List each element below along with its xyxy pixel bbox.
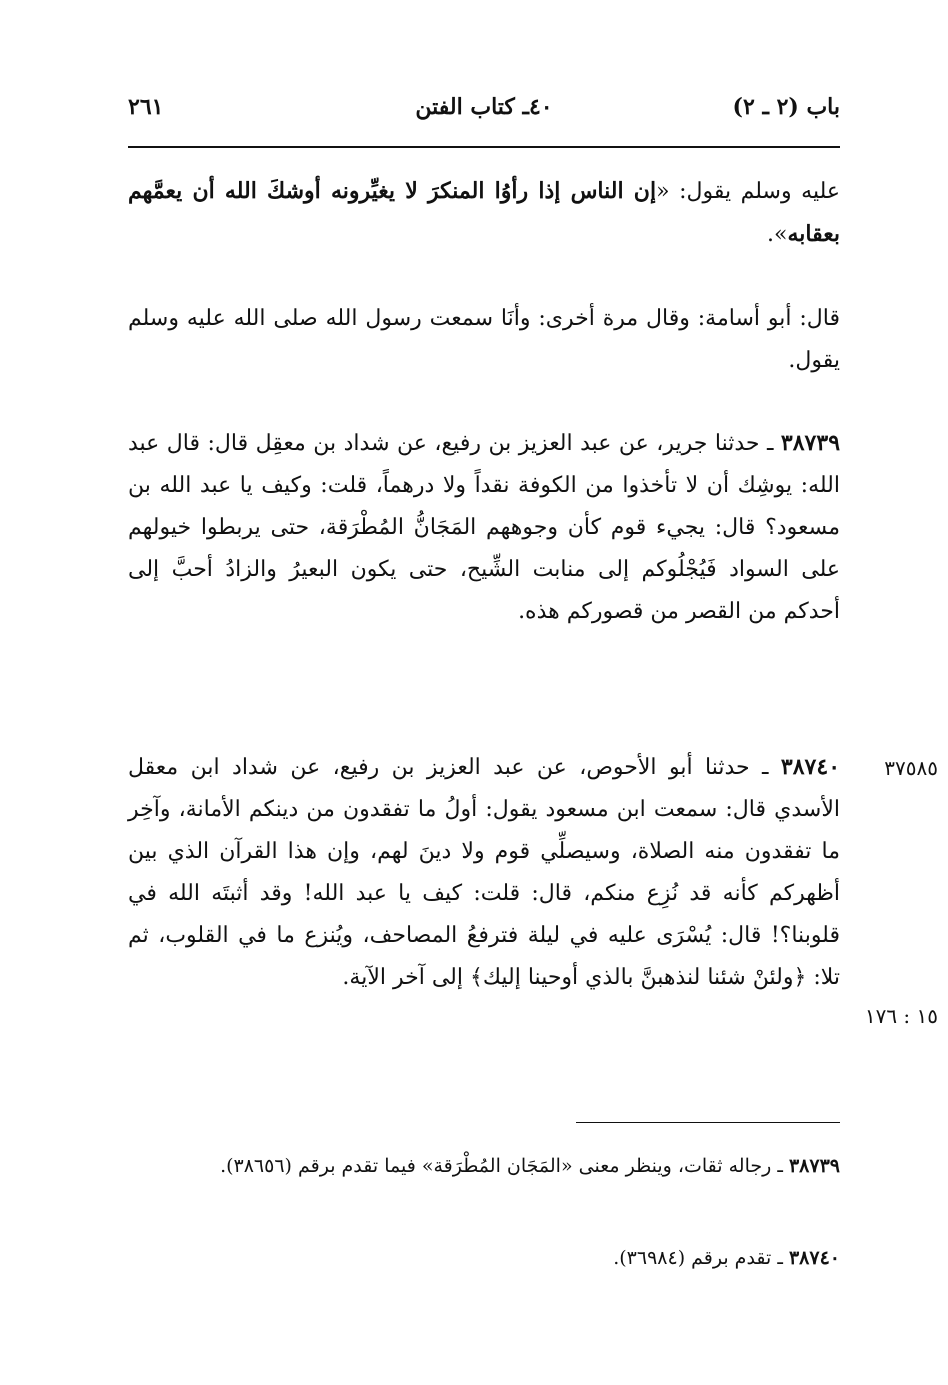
hadith-text: ـ حدثنا أبو الأحوص، عن عبد العزيز بن رفيع، عن شداد ابن معقل الأسدي قال: سمعت ابن مسعود يقول: أولُ ما تفقدون من دينكم الأمانة، وآخِر ما تفقدون منه الصلاة، وسيصلِّي قوم ولا دينَ لهم، وإن هذا القرآن الذي بين أظهركم كأنه قد نُزِع منكم، قال: قلت: كيف يا عبد الله! وقد أثبتَه الله في قلوبنا؟! قال: يُسْرَى عليه في ليلة فترفعُ المصاحف، ويُنزع ما في القلوب، ثم تلا: ﴿ولئنْ شئنا لنذهبنَّ بالذي أوحينا إليك﴾ إلى آخر الآية. — [128, 755, 840, 990]
hadith-38740 — [128, 746, 840, 999]
hadith-text: ـ حدثنا جرير، عن عبد العزيز بن رفيع، عن شداد بن معقِل قال: قال عبد الله: يوشِك أن لا تأخذوا من الكوفة نقداً ولا درهماً، قلت: وكيف يا عبد الله بن مسعود؟ قال: يجيء قوم كأن وجوههم المَجَانُّ المُطْرَقة، حتى يربطوا خيولهم على السواد فَيُجْلُوكم إلى منابت الشِّيح، حتى يكون البعيرُ والزادُ أحبَّ إلى أحدكم من القصر من قصوركم هذه. — [128, 431, 840, 624]
hadith-38739 — [128, 422, 840, 633]
continuation-paragraph — [128, 170, 840, 256]
footnote-38739 — [128, 1148, 840, 1184]
footnote-rule — [576, 1122, 840, 1123]
page-number: ٢٦١ — [128, 94, 164, 120]
chapter-label: باب (٢ ـ ٢) — [732, 94, 840, 120]
footnote-number: ٣٨٧٣٩ — [788, 1155, 840, 1177]
footnote-number: ٣٨٧٤٠ — [788, 1247, 840, 1269]
abu-usama-paragraph — [128, 298, 840, 382]
abu-usama-text: قال: أبو أسامة: وقال مرة أخرى: وأنَا سمعت رسول الله صلى الله عليه وسلم يقول. — [128, 306, 840, 373]
page-header — [128, 88, 840, 128]
header-rule — [128, 146, 840, 148]
margin-quran-reference: ١٥ : ١٧٦ — [864, 1004, 938, 1028]
margin-reference-number: ٣٧٥٨٥ — [884, 756, 938, 780]
continuation-text-end: ». — [767, 222, 788, 247]
footnote-text: ـ تقدم برقم (٣٦٩٨٤). — [613, 1247, 783, 1269]
hadith-number: ٣٨٧٣٩ — [780, 430, 841, 456]
footnote-text: ـ رجاله ثقات، وينظر معنى «المَجَان المُطْرَقة» فيما تقدم برقم (٣٨٦٥٦). — [220, 1155, 783, 1177]
footnote-38740 — [128, 1240, 840, 1276]
hadith-number: ٣٨٧٤٠ — [780, 754, 841, 780]
continuation-text-start: عليه وسلم يقول: « — [656, 179, 840, 204]
book-title: ٤٠ـ كتاب الفتن — [415, 94, 553, 120]
hadith-quote: إن الناس إذا رأوُا المنكرَ لا يغيِّرونه أوشكَ الله أن يعمَّهم بعقابه — [128, 178, 840, 247]
